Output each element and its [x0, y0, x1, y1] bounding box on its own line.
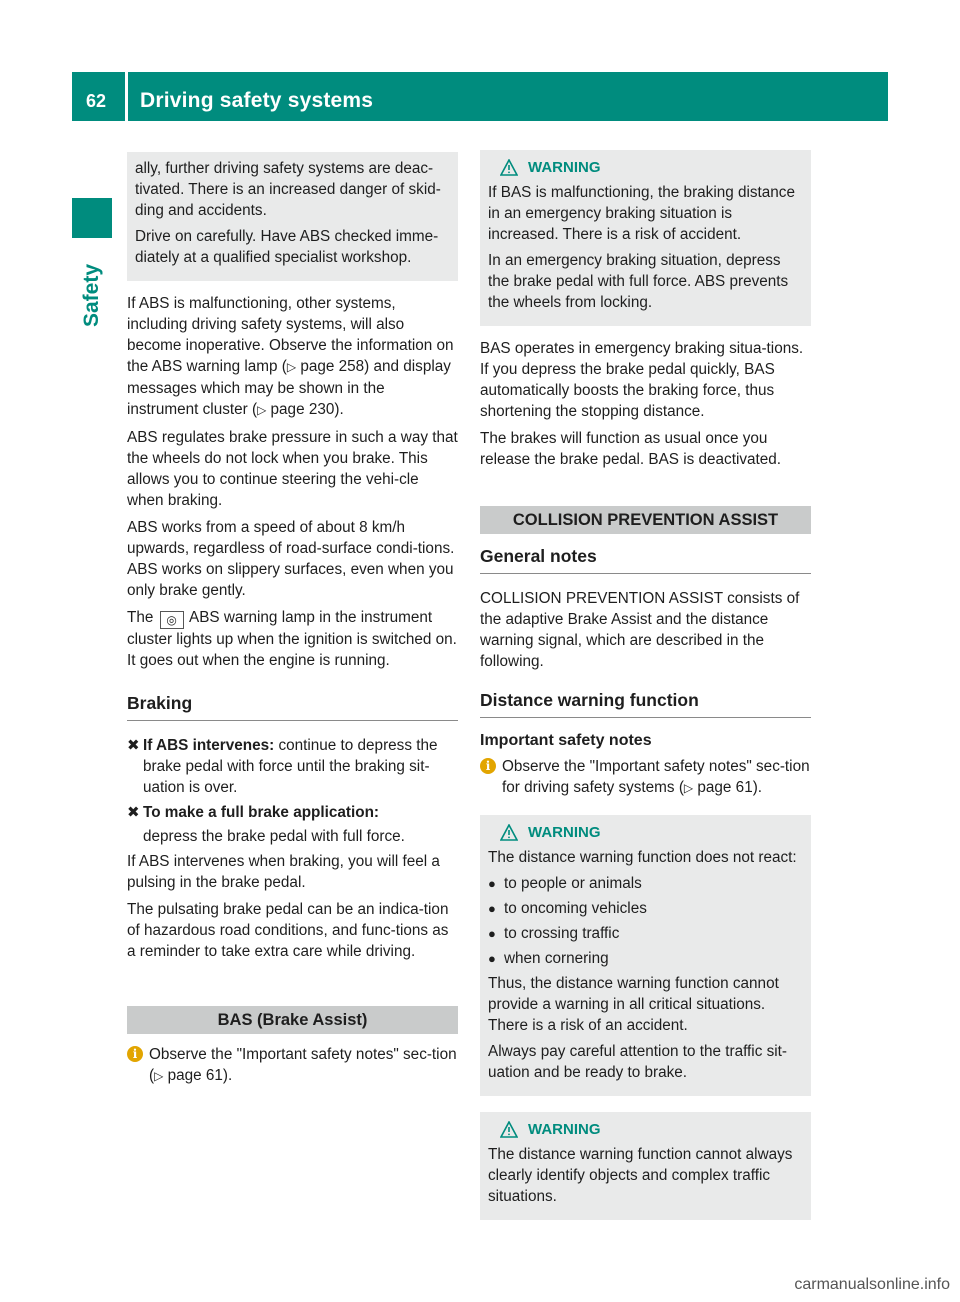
warning-text: Thus, the distance warning function cannot provide a warning in all critical situations. There is a risk of an accident. — [488, 975, 779, 1034]
warning-triangle-icon — [500, 159, 518, 176]
paragraph: If ABS intervenes when braking, you will feel a pulsing in the brake pedal. — [127, 853, 440, 891]
page-link[interactable]: page 61 — [167, 1067, 223, 1084]
abs-warning-lamp-icon: ◎ — [160, 611, 184, 629]
warning-triangle-icon — [500, 824, 518, 841]
warning-triangle-icon — [500, 1121, 518, 1138]
instruction-step: ✖ If ABS intervenes: continue to depress the brake pedal with force until the braking sit-uation is over. — [127, 737, 438, 796]
paragraph: If ABS is malfunctioning, other systems, including driving safety systems, will also become inoperative. Observe the information on the ABS warning lamp (▷ page 258) and display messages which may be shown in the instrument cluster (▷ page 230). — [127, 295, 454, 418]
page-link[interactable]: page 61 — [697, 779, 753, 796]
arrow-right-icon: ▷ — [683, 781, 694, 795]
header-divider — [125, 72, 128, 121]
info-note: i Observe the "Important safety notes" sec-tion (▷ page 61). — [127, 1044, 458, 1087]
paragraph: The pulsating brake pedal can be an indica-tion of hazardous road conditions, and func-tions as a reminder to take extra care while driving. — [127, 901, 449, 960]
section-heading-distance-warning: Distance warning function — [480, 690, 811, 718]
warning-box — [480, 150, 811, 326]
info-icon: i — [480, 758, 496, 774]
list-item: ● to crossing traffic — [488, 925, 620, 942]
page-title: Driving safety systems — [140, 89, 374, 112]
bullet-icon: ● — [488, 901, 496, 916]
info-note: i Observe the "Important safety notes" sec-tion for driving safety systems (▷ page 61). — [480, 756, 811, 799]
header-bar — [72, 72, 888, 121]
info-icon: i — [127, 1046, 143, 1062]
arrow-right-icon: ▷ — [257, 403, 267, 417]
page-number: 62 — [86, 91, 107, 111]
box-text: ally, further driving safety systems are deac-tivated. There is an increased danger of skid-ding and accidents. — [135, 160, 441, 219]
warning-text: In an emergency braking situation, depress the brake pedal with full force. ABS prevents the wheels from locking. — [488, 252, 789, 311]
subheading-important-safety-notes: Important safety notes — [480, 732, 652, 749]
warning-text: The distance warning function cannot always clearly identify objects and complex traffic situations. — [488, 1146, 793, 1205]
instruction-step: ✖ To make a full brake application: depress the brake pedal with full force. — [127, 804, 405, 845]
step-arrow-icon: ✖ — [127, 804, 140, 821]
step-arrow-icon: ✖ — [127, 737, 140, 754]
side-tab-square — [72, 198, 112, 238]
paragraph: COLLISION PREVENTION ASSIST consists of the adaptive Brake Assist and the distance warning signal, which are described in the following. — [480, 590, 800, 670]
watermark: carmanualsonline.info — [794, 1276, 950, 1293]
warning-box — [480, 1112, 811, 1220]
section-heading-braking: Braking — [127, 693, 458, 721]
section-banner-cpa: COLLISION PREVENTION ASSIST — [480, 506, 811, 534]
warning-header: WARNING — [500, 824, 803, 841]
warning-header: WARNING — [500, 159, 803, 176]
arrow-right-icon: ▷ — [286, 360, 297, 374]
paragraph: BAS operates in emergency braking situa-tions. If you depress the brake pedal quickly, BAS automatically boosts the braking force, thus shortening the stopping distance. — [480, 340, 804, 420]
bullet-icon: ● — [488, 951, 496, 966]
list-item: ● to oncoming vehicles — [488, 900, 647, 917]
paragraph: ABS regulates brake pressure in such a way that the wheels do not lock when you brake. This allows you to continue steering the vehi-cle when braking. — [127, 429, 458, 509]
warning-box-continued — [127, 152, 458, 281]
warning-header: WARNING — [500, 1121, 803, 1138]
warning-text: If BAS is malfunctioning, the braking distance in an emergency braking situation is increased. There is a risk of accident. — [488, 184, 795, 243]
bullet-icon: ● — [488, 876, 496, 891]
list-item: ● when cornering — [488, 950, 609, 967]
list-item: ● to people or animals — [488, 875, 642, 892]
section-heading-general-notes: General notes — [480, 546, 811, 574]
side-tab-label: Safety — [80, 263, 103, 327]
paragraph: The ◎ ABS warning lamp in the instrument cluster lights up when the ignition is switched on. It goes out when the engine is running. — [127, 609, 457, 669]
page-link[interactable]: page 230 — [270, 401, 335, 418]
section-banner-bas: BAS (Brake Assist) — [127, 1006, 458, 1034]
warning-text: Always pay careful attention to the traffic sit-uation and be ready to brake. — [488, 1043, 787, 1081]
left-column — [127, 150, 458, 1093]
right-column — [480, 150, 811, 1232]
warning-text: The distance warning function does not react: — [488, 849, 797, 866]
box-text: Drive on carefully. Have ABS checked imme-diately at a qualified specialist workshop. — [135, 228, 439, 266]
paragraph: ABS works from a speed of about 8 km/h upwards, regardless of road-surface condi-tions. ABS works on slippery surfaces, even when you only brake gently. — [127, 519, 455, 599]
page-link[interactable]: page 258 — [300, 358, 365, 375]
arrow-right-icon: ▷ — [154, 1069, 164, 1083]
paragraph: The brakes will function as usual once you release the brake pedal. BAS is deactivated. — [480, 430, 782, 468]
bullet-icon: ● — [488, 926, 496, 941]
warning-box — [480, 815, 811, 1096]
